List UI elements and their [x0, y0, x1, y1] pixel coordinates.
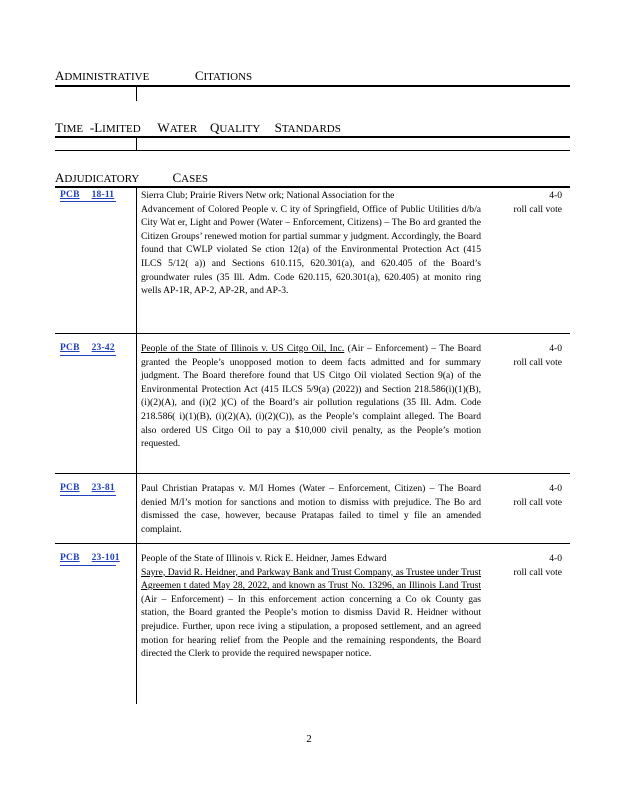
section-rule	[55, 136, 570, 138]
page-number: 2	[306, 733, 312, 745]
case-description: Sierra Club; Prairie Rivers Netw ork; National Association for the Advancement of Colored People v. C ity of Springfield, Office of Public Utilities d/b/a City Wat er, Light and Power (Water – Enforcement, Citizens) – The Bo ard granted the Citizen Groups’ renewed motion for partial summar y judgment. Accordingly, the Board found that CWLP violated Se ction 12(a) of the Environmental Protection Act (415 ILCS 5/12( a)) and Sections 610.115, 620.301(a), and 620.405 of the Board’s groundwater rules (35 Ill. Adm. Code 620.115, 620.301(a), 620.405) at monito ring wells AP-1R, AP-2, AP-2R, and AP-3.	[141, 190, 481, 297]
case-number-link[interactable]: PCB 23-101	[60, 553, 120, 563]
case-underline	[60, 201, 116, 202]
case-description: People of the State of Illinois v. Rick E. Heidner, James Edward Sayre, David R. Heidner, and Parkway Bank and Trust Company, as Trustee under Trust Agreemen t dated May 28, 2022, and known as Trust No. 13296, an Illinois Land Trust (Air – Enforcement) – In this enforcement action concerning a Co ok County gas station, the Board granted the People’s motion to dismiss David R. Heidner without prejudice. Further, upon rece iving a stipulation, a proposed settlement, and an agreed motion for hearing relief from the People and the remaining respondents, the Board directed the Clerk to provide the required newspaper notice.	[141, 553, 481, 660]
case-underline	[60, 565, 116, 566]
case-row-divider	[55, 333, 570, 334]
case-underline	[60, 355, 116, 356]
case-number-link[interactable]: PCB 23-42	[60, 343, 115, 353]
case-description: Paul Christian Pratapas v. M/I Homes (Water – Enforcement, Citizen) – The Board denied M/I’s motion for sanctions and motion to dismiss with prejudice. The Bo ard dismissed the case, however, because Pratapas failed to timel y file an amended complaint.	[141, 483, 481, 535]
column-divider	[136, 138, 137, 150]
section-heading-administrative-citations: ADMINISTRATIVE CITATIONS	[55, 68, 253, 83]
column-divider	[136, 87, 137, 101]
section-heading-adjudicatory-cases: ADJUDICATORY CASES	[55, 170, 209, 185]
case-vote: 4-0 roll call vote	[513, 190, 562, 215]
case-row-divider	[55, 543, 570, 544]
column-divider	[136, 188, 137, 704]
case-number-link[interactable]: PCB 18-11	[60, 190, 115, 200]
case-number-link[interactable]: PCB 23-81	[60, 483, 115, 493]
case-underline	[60, 495, 116, 496]
case-description: People of the State of Illinois v. US Citgo Oil, Inc. (Air – Enforcement) – The Board granted the People’s unopposed motion to deem facts admitted and for summary judgment. The Board therefore found that US Citgo Oil violated Section 9(a) of the Environmental Protection Act (415 ILCS 5/9(a) (2022)) and Section 218.586(i)(1)(B), (i)(2)(A), and (i)(2 )(C) of the Board’s air pollution regulations (35 Ill. Adm. Code 218.586( i)(1)(B), (i)(2)(A), (i)(2)(C)), as the People’s complaint alleged. The Board also ordered US Citgo Oil to pay a $10,000 civil penalty, as the People’s motion requested.	[141, 343, 481, 450]
case-vote: 4-0 roll call vote	[513, 343, 562, 368]
section-rule	[55, 186, 570, 188]
case-row-divider	[55, 473, 570, 474]
case-vote: 4-0 roll call vote	[513, 553, 562, 578]
section-heading-time-limited-water-quality-standards: TIME -LIMITED WATER QUALITY STANDARDS	[55, 120, 341, 135]
section-rule	[55, 85, 570, 87]
section-rule-thin	[55, 150, 570, 151]
case-vote: 4-0 roll call vote	[513, 483, 562, 508]
